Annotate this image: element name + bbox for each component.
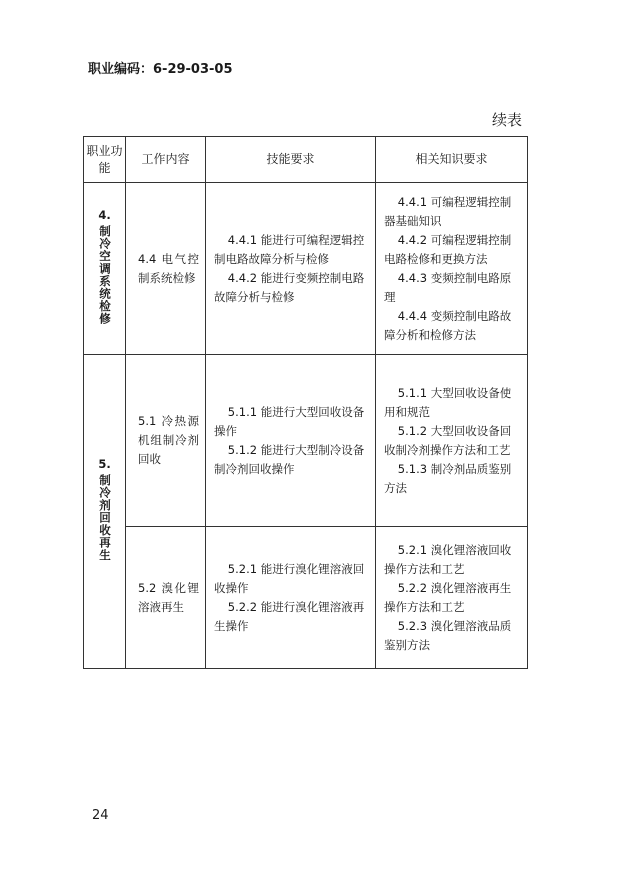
skill-item: 4.4.2 能进行变频控制电路故障分析与检修 <box>214 270 365 304</box>
skills-table <box>83 136 528 669</box>
skill-cell <box>206 355 376 527</box>
work-content-cell <box>126 183 206 355</box>
table-row <box>84 355 528 527</box>
knowledge-item: 5.2.3 溴化锂溶液品质鉴别方法 <box>384 618 512 652</box>
page-number: 24 <box>92 808 109 823</box>
knowledge-item: 4.4.1 可编程逻辑控制器基础知识 <box>384 194 512 228</box>
table-row <box>84 527 528 669</box>
knowledge-item: 5.2.2 溴化锂溶液再生操作方法和工艺 <box>384 580 512 614</box>
table-row <box>84 183 528 355</box>
function-number: 4. <box>98 208 111 222</box>
knowledge-item: 5.2.1 溴化锂溶液回收操作方法和工艺 <box>384 542 512 576</box>
knowledge-item: 4.4.3 变频控制电路原理 <box>384 270 512 304</box>
work-content: 5.1 冷热源机组制冷剂回收 <box>138 414 199 466</box>
column-header: 工作内容 <box>126 137 206 183</box>
knowledge-item: 4.4.2 可编程逻辑控制电路检修和更换方法 <box>384 232 512 266</box>
skill-item: 5.1.1 能进行大型回收设备操作 <box>214 404 365 438</box>
skill-cell <box>206 527 376 669</box>
knowledge-item: 4.4.4 变频控制电路故障分析和检修方法 <box>384 308 512 342</box>
knowledge-item: 5.1.1 大型回收设备使用和规范 <box>384 385 512 419</box>
table-header-row <box>84 137 528 183</box>
column-header: 职业功能 <box>84 137 126 183</box>
work-content: 4.4 电气控制系统检修 <box>138 251 199 285</box>
skill-item: 5.1.2 能进行大型制冷设备制冷剂回收操作 <box>214 442 365 476</box>
work-content-cell <box>126 355 206 527</box>
function-name: 制冷剂回收再生 <box>98 474 112 562</box>
column-header: 技能要求 <box>206 137 376 183</box>
knowledge-item: 5.1.3 制冷剂品质鉴别方法 <box>384 461 512 495</box>
function-number: 5. <box>98 457 111 472</box>
knowledge-cell <box>376 183 528 355</box>
work-content: 5.2 溴化锂溶液再生 <box>138 580 199 614</box>
knowledge-cell <box>376 355 528 527</box>
column-header: 相关知识要求 <box>376 137 528 183</box>
skill-item: 5.2.1 能进行溴化锂溶液回收操作 <box>214 561 365 595</box>
work-content-cell <box>126 527 206 669</box>
knowledge-cell <box>376 527 528 669</box>
skill-cell <box>206 183 376 355</box>
skill-item: 4.4.1 能进行可编程逻辑控制电路故障分析与检修 <box>214 232 365 266</box>
function-cell <box>84 355 126 669</box>
continued-table-label: 续表 <box>491 111 522 129</box>
function-cell <box>84 183 126 355</box>
function-name: 制冷空调系统检修 <box>98 225 112 325</box>
occupation-code: 职业编码：6-29-03-05 <box>88 62 233 77</box>
skill-item: 5.2.2 能进行溴化锂溶液再生操作 <box>214 599 365 633</box>
knowledge-item: 5.1.2 大型回收设备回收制冷剂操作方法和工艺 <box>384 423 512 457</box>
